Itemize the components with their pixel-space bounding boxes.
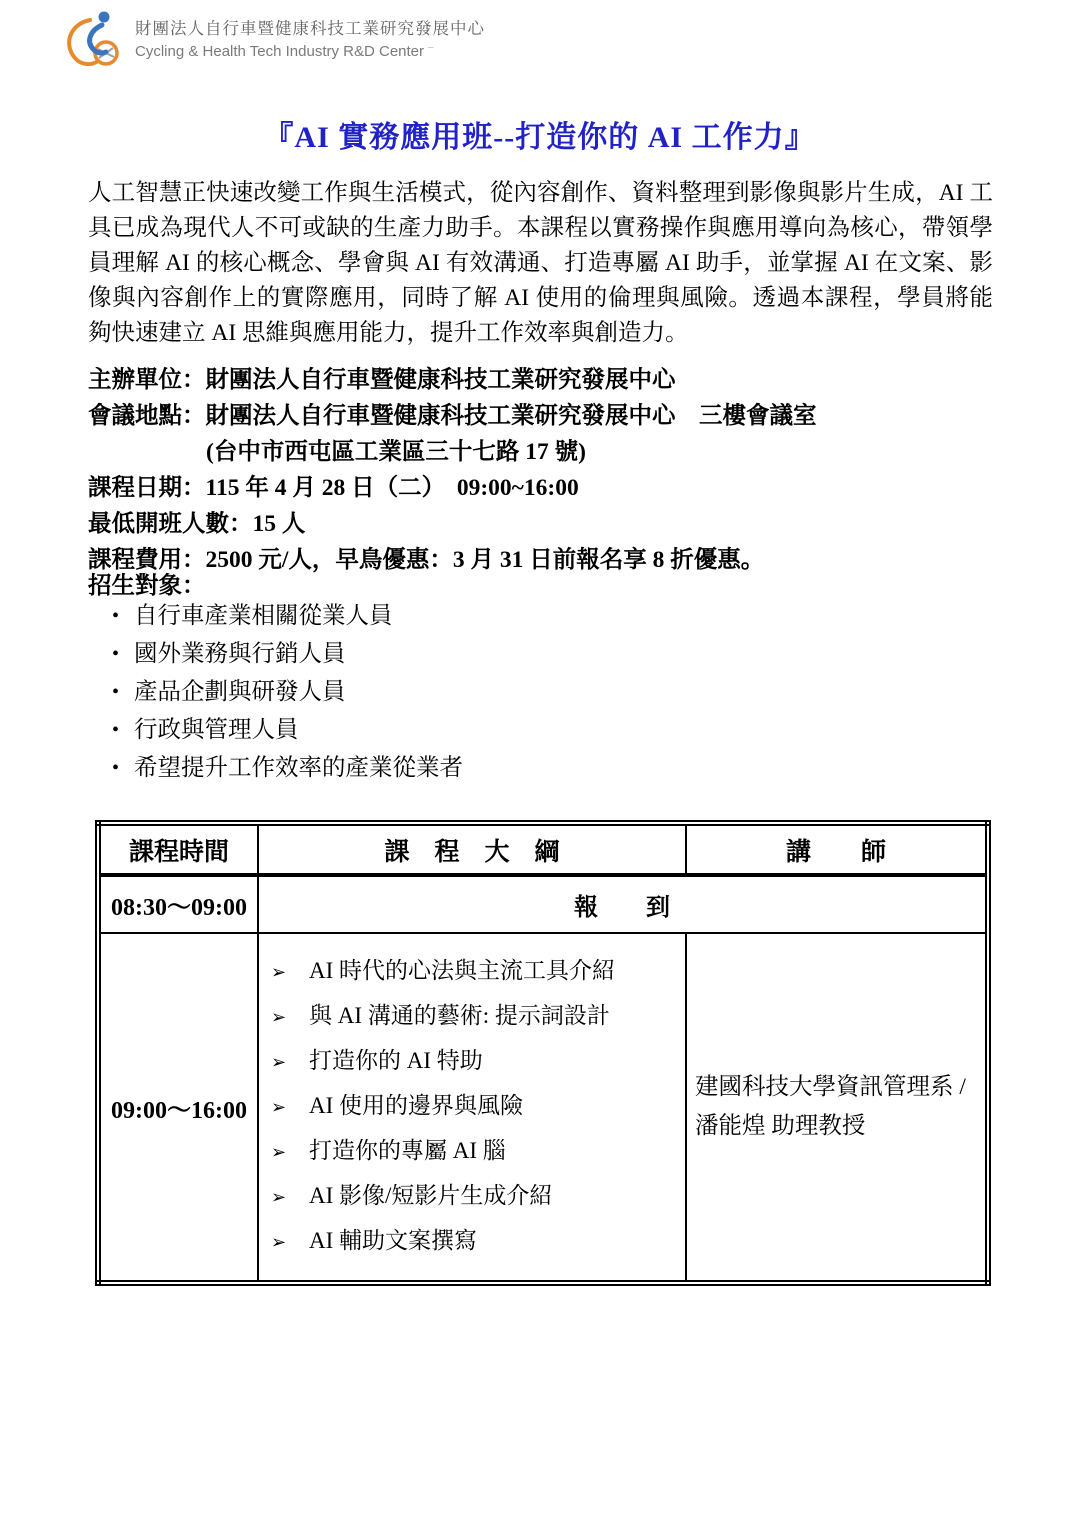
bullet-dot-icon: • xyxy=(112,719,120,741)
lecturer-cell xyxy=(686,933,988,1283)
org-name-en: Cycling & Health Tech Industry R&D Center – xyxy=(135,42,434,60)
header-course-time: 課程時間 xyxy=(98,823,258,875)
bullet-dot-icon: • xyxy=(112,757,120,779)
lecturer-name: 潘能煌 助理教授 xyxy=(695,1113,866,1139)
detail-address: (台中市西屯區工業區三十七路 17 號) xyxy=(206,439,586,465)
course-outline-list xyxy=(259,935,685,1279)
bullet-dot-icon: • xyxy=(112,643,120,665)
list-item: ➢ 與 AI 溝通的藝術: 提示詞設計 xyxy=(265,1001,681,1033)
table-row-checkin xyxy=(98,875,988,933)
list-item: • 產品企劃與研發人員 xyxy=(112,679,346,705)
arrow-bullet-icon: ➢ xyxy=(271,1187,287,1208)
list-item: • 自行車產業相關從業人員 xyxy=(112,603,393,629)
list-item: • 行政與管理人員 xyxy=(112,717,299,743)
arrow-bullet-icon: ➢ xyxy=(271,1232,287,1253)
detail-organizer: 主辦單位：財團法人自行車暨健康科技工業研究發展中心 xyxy=(88,367,676,393)
arrow-bullet-icon: ➢ xyxy=(271,1097,287,1118)
arrow-bullet-icon: ➢ xyxy=(271,1007,287,1028)
list-item: ➢ 打造你的專屬 AI 腦 xyxy=(265,1136,681,1168)
course-outline-cell xyxy=(258,933,686,1283)
list-item: ➢ 打造你的 AI 特助 xyxy=(265,1046,681,1078)
detail-min-enrollment: 最低開班人數：15 人 xyxy=(88,511,306,537)
lecturer-affiliation: 建國科技大學資訊管理系 / xyxy=(695,1074,966,1100)
detail-location: 會議地點：財團法人自行車暨健康科技工業研究發展中心 三樓會議室 xyxy=(88,403,817,429)
table-header-row xyxy=(98,823,988,875)
audience-list xyxy=(112,602,463,792)
list-item: ➢ AI 影像/短影片生成介紹 xyxy=(265,1181,681,1213)
header-lecturer: 講 師 xyxy=(686,823,988,875)
course-time: 09:00～16:00 xyxy=(98,933,258,1283)
checkin-time: 08:30～09:00 xyxy=(98,875,258,933)
list-item: ➢ AI 使用的邊界與風險 xyxy=(265,1091,681,1123)
detail-date: 課程日期：115 年 4 月 28 日（二） 09:00~16:00 xyxy=(88,475,579,501)
arrow-bullet-icon: ➢ xyxy=(271,962,287,983)
schedule-table xyxy=(95,820,991,1286)
list-item: ➢ AI 時代的心法與主流工具介紹 xyxy=(265,956,681,988)
arrow-bullet-icon: ➢ xyxy=(271,1052,287,1073)
arrow-bullet-icon: ➢ xyxy=(271,1142,287,1163)
org-name-block xyxy=(135,8,485,60)
table-row-course xyxy=(98,933,988,1283)
page-title: 『AI 實務應用班--打造你的 AI 工作力』 xyxy=(263,121,816,154)
intro-paragraph: 人工智慧正快速改變工作與生活模式，從內容創作、資料整理到影像與影片生成，AI 工具已成為現代人不可或缺的生產力助手。本課程以實務操作與應用導向為核心，帶領學員理解 AI 的核心概念、學會與 AI 有效溝通、打造專屬 AI 助手，並掌握 AI 在文案、影像與內容創作上的實際應用，同時了解 AI 使用的倫理與風險。透過本課程，學員將能夠快速建立 AI 思維與應用能力，提升工作效率與創造力。 xyxy=(88,180,993,346)
detail-fee: 課程費用：2500 元/人，早鳥優惠：3 月 31 日前報名享 8 折優惠。 xyxy=(88,547,765,573)
list-item: ➢ AI 輔助文案撰寫 xyxy=(265,1226,681,1258)
org-name-zh: 財團法人自行車暨健康科技工業研究發展中心 xyxy=(135,20,485,38)
header-course-outline: 課 程 大 綱 xyxy=(258,823,686,875)
course-details xyxy=(88,362,993,578)
bullet-dot-icon: • xyxy=(112,605,120,627)
list-item: • 希望提升工作效率的產業從業者 xyxy=(112,755,463,781)
audience-heading: 招生對象： xyxy=(88,573,206,599)
checkin-label: 報 到 xyxy=(258,875,988,933)
bullet-dot-icon: • xyxy=(112,681,120,703)
list-item: • 國外業務與行銷人員 xyxy=(112,641,346,667)
trademark-mark: – xyxy=(428,42,434,53)
cyclist-logo-icon xyxy=(60,8,126,68)
org-header xyxy=(60,8,485,68)
